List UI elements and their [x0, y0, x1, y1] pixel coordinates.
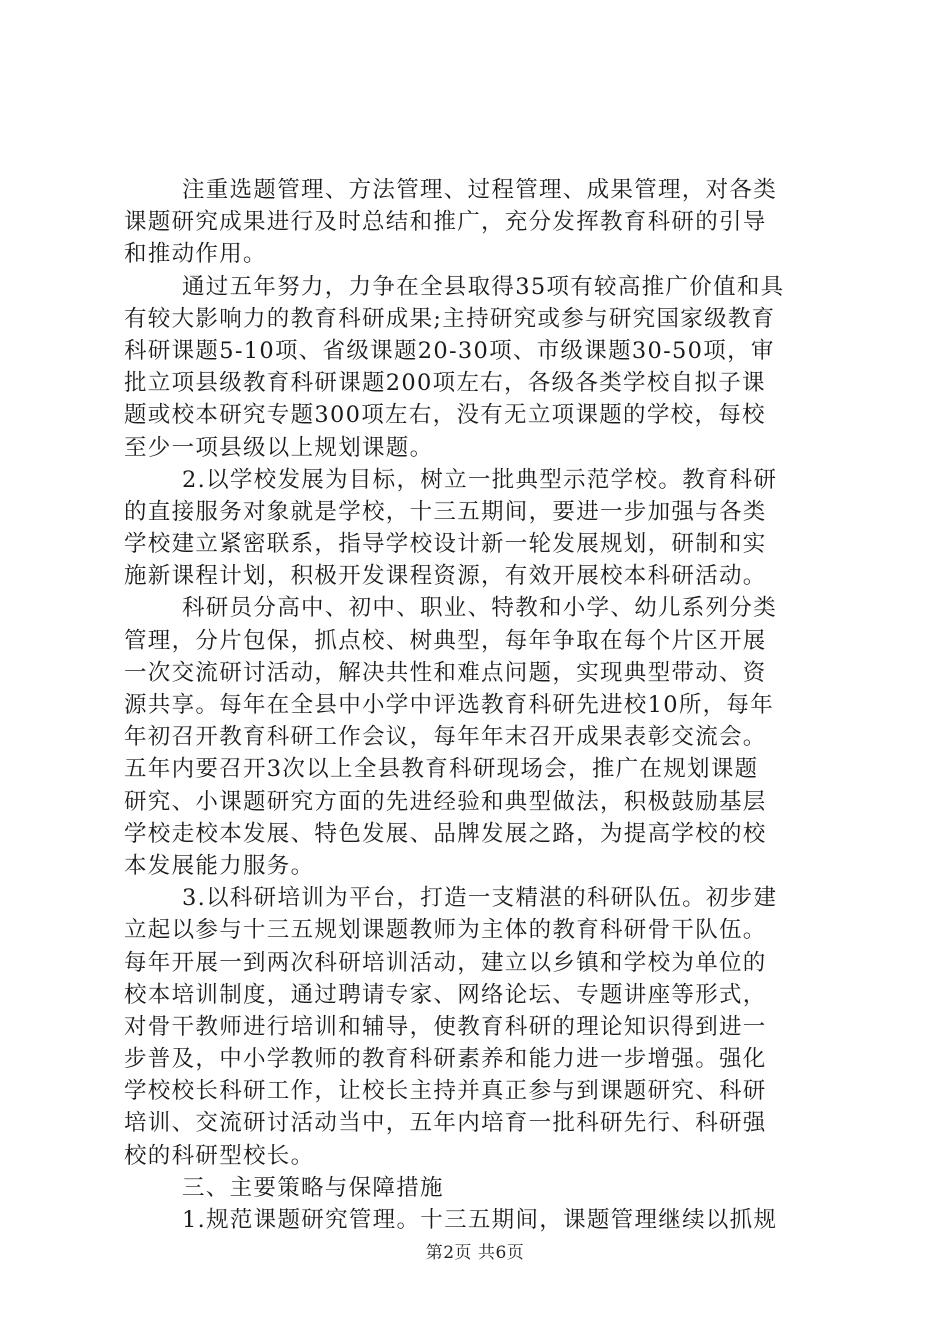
- text-line: 本发展能力服务。: [124, 852, 315, 879]
- text-line: 和推动作用。: [124, 241, 267, 268]
- text-line: 3.以科研培训为平台，打造一支精湛的科研队伍。初步建: [182, 885, 778, 912]
- document-body: [124, 174, 840, 1236]
- text-line: 学校建立紧密联系，指导学校设计新一轮发展规划，研制和实: [124, 531, 767, 558]
- text-line: 管理，分片包保，抓点校、树典型，每年争取在每个片区开展: [124, 627, 767, 654]
- text-line: 课题研究成果进行及时总结和推广，充分发挥教育科研的引导: [124, 209, 767, 236]
- text-line: 科研课题5-10项、省级课题20-30项、市级课题30-50项，审: [124, 337, 775, 364]
- text-line: 注重选题管理、方法管理、过程管理、成果管理，对各类: [182, 177, 778, 203]
- text-line: 的直接服务对象就是学校，十三五期间，要进一步加强与各类: [124, 498, 767, 525]
- page-number: 第2页 共6页: [425, 1243, 525, 1263]
- text-line: 1.规范课题研究管理。十三五期间，课题管理继续以抓规: [182, 1207, 778, 1233]
- text-line: 学校走校本发展、特色发展、品牌发展之路，为提高学校的校: [124, 820, 767, 847]
- text-line: 2.以学校发展为目标，树立一批典型示范学校。教育科研: [182, 466, 778, 493]
- text-line: 校的科研型校长。: [124, 1142, 315, 1169]
- text-line: 源共享。每年在全县中小学中评选教育科研先进校10所，每年: [124, 692, 775, 718]
- text-line: 步普及，中小学教师的教育科研素养和能力进一步增强。强化: [124, 1046, 767, 1073]
- text-line: 立起以参与十三五规划课题教师为主体的教育科研骨干队伍。: [124, 917, 767, 944]
- text-line: 每年开展一到两次科研培训活动，建立以乡镇和学校为单位的: [124, 949, 767, 976]
- text-line: 学校校长科研工作，让校长主持并真正参与到课题研究、科研: [124, 1078, 767, 1105]
- text-line: 至少一项县级以上规划课题。: [124, 434, 434, 461]
- text-line: 三、主要策略与保障措施: [182, 1174, 444, 1201]
- text-line: 有较大影响力的教育科研成果;主持研究或参与研究国家级教育: [124, 305, 776, 332]
- text-line: 科研员分高中、初中、职业、特教和小学、幼儿系列分类: [182, 595, 778, 622]
- text-line: 五年内要召开3次以上全县教育科研现场会，推广在规划课题: [124, 756, 759, 783]
- text-line: 题或校本研究专题300项左右，没有无立项课题的学校，每校: [124, 402, 766, 429]
- text-line: 对骨干教师进行培训和辅导，使教育科研的理论知识得到进一: [124, 1013, 767, 1040]
- text-line: 年初召开教育科研工作会议，每年年末召开成果表彰交流会。: [124, 724, 767, 751]
- text-line: 一次交流研讨活动，解决共性和难点问题，实现典型带动、资: [124, 659, 767, 686]
- text-line: 培训、交流研讨活动当中，五年内培育一批科研先行、科研强: [124, 1110, 767, 1137]
- text-line: 研究、小课题研究方面的先进经验和典型做法，积极鼓励基层: [124, 788, 767, 815]
- text-line: 通过五年努力，力争在全县取得35项有较高推广价值和具: [182, 273, 785, 300]
- text-line: 施新课程计划，积极开发课程资源，有效开展校本科研活动。: [124, 563, 767, 590]
- text-line: 校本培训制度，通过聘请专家、网络论坛、专题讲座等形式，: [124, 981, 767, 1008]
- text-line: 批立项县级教育科研课题200项左右，各级各类学校自拟子课: [124, 370, 766, 397]
